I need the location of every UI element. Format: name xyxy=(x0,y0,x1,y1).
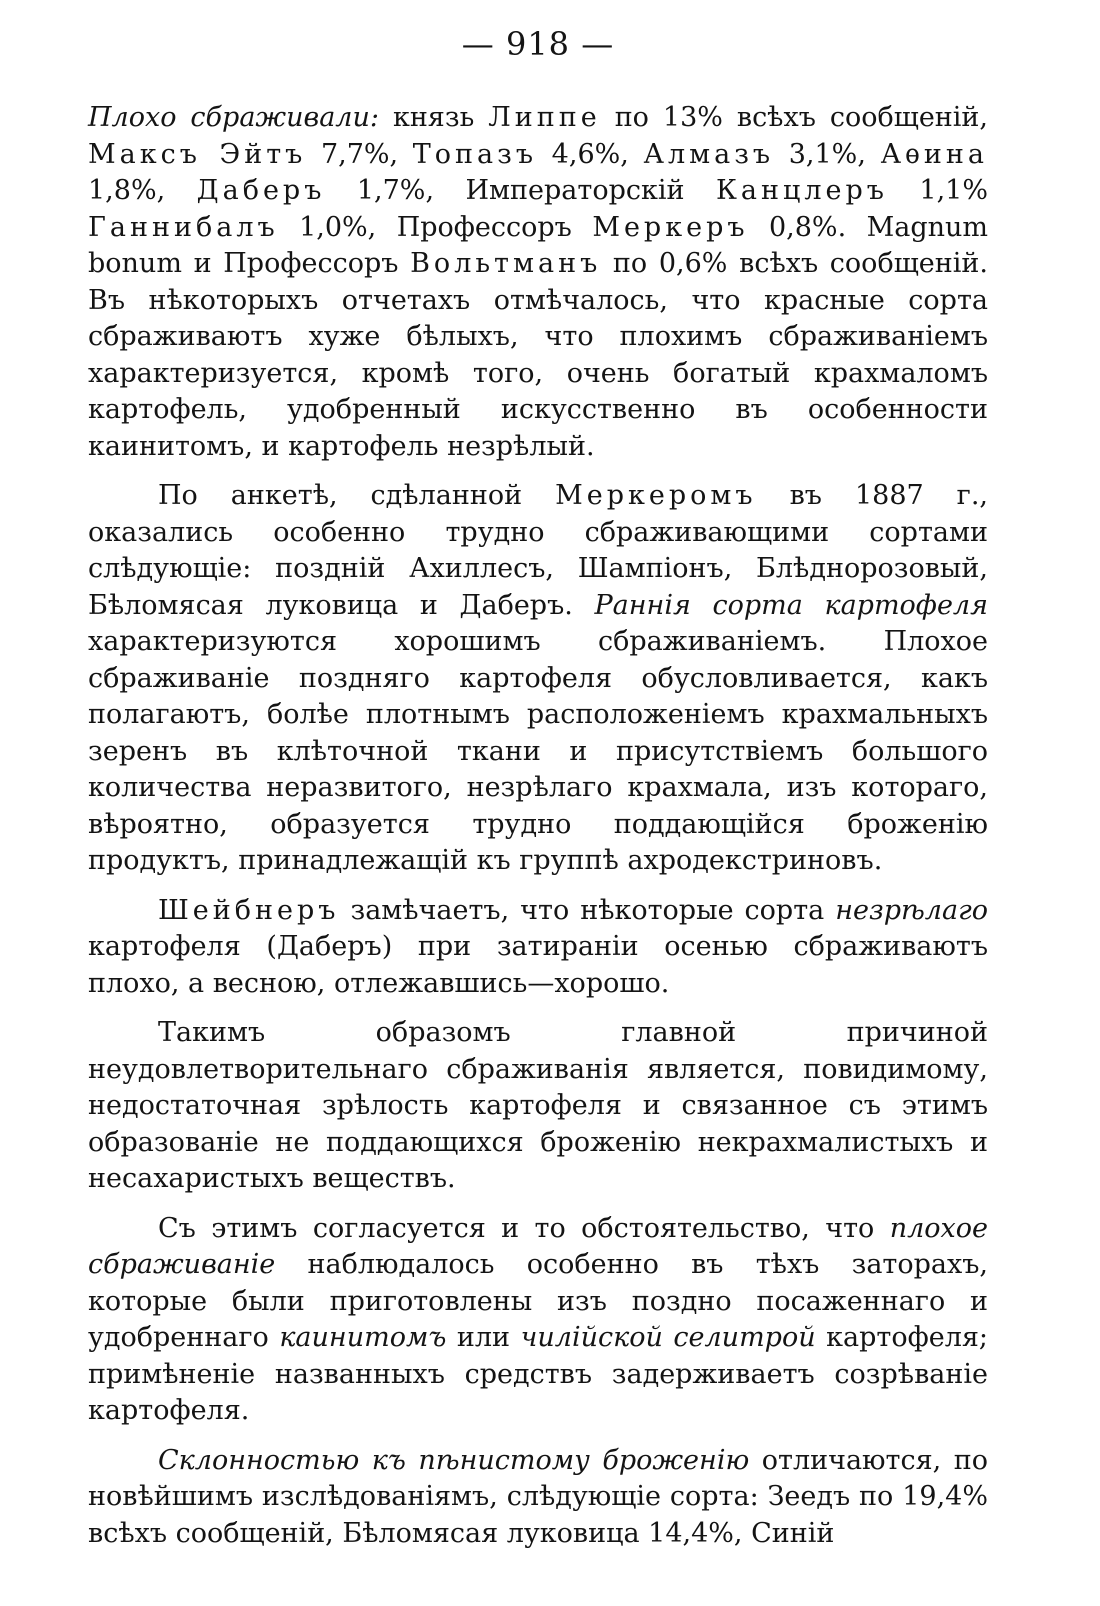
text-run: 1,7%, Императорскій xyxy=(325,175,716,206)
text-run: Такимъ образомъ главной причиной неудовлетворительнаго сбраживанія является, повидимому, недостаточная зрѣлость картофеля и связанное съ этимъ образованіе не поддающихся броженію некрахмалистыхъ и несахаристыхъ веществъ. xyxy=(88,1017,988,1194)
spaced-name: Ганнибалъ xyxy=(88,211,279,243)
italic-text: чилійской селитрой xyxy=(520,1322,816,1353)
page-number: — 918 — xyxy=(461,25,615,63)
text-run: замѣчаетъ, что нѣкоторые сорта xyxy=(339,894,836,926)
text-run: картофеля (Даберъ) при затираніи осенью сбраживаютъ плохо, а весною, отлежавшись—хорошо. xyxy=(88,931,988,999)
italic-text: плохое сбраживаніе xyxy=(88,1212,988,1280)
spaced-name: Алмазъ xyxy=(643,138,775,170)
body-text xyxy=(88,100,988,1552)
paragraph xyxy=(88,893,988,1003)
text-run: или xyxy=(446,1322,521,1353)
spaced-name: Топазъ xyxy=(412,138,538,170)
spaced-name: Меркеръ xyxy=(592,211,749,243)
spaced-name: Канцлеръ xyxy=(715,175,888,206)
italic-text: Склонностью къ пѣнистому броженію xyxy=(158,1444,750,1476)
italic-text: Раннія сорта картофеля xyxy=(594,589,988,621)
text-run: отличаются, по новѣйшимъ изслѣдованіямъ, слѣдующіе сорта: Зеедъ по 19,4% всѣхъ сообщеній, Бѣломясая луковица 14,4%, Синій xyxy=(88,1444,988,1549)
paragraph xyxy=(88,478,988,880)
text-run: 3,1%, xyxy=(774,138,881,170)
text-run: по 13% всѣхъ сообщеній, xyxy=(600,102,989,133)
text-run: 1,1% xyxy=(887,175,988,206)
text-run: 1,0%, Профессоръ xyxy=(278,211,593,243)
text-run: 4,6%, xyxy=(537,138,644,170)
spaced-name: Максъ Эйтъ xyxy=(88,138,307,170)
paragraph xyxy=(88,1443,988,1553)
text-run: наблюдалось особенно въ тѣхъ заторахъ, которые были приготовлены изъ поздно посаженнаго и удобреннаго xyxy=(88,1249,988,1353)
text-run: картофеля; примѣненіе названныхъ средствъ задерживаетъ созрѣваніе картофеля. xyxy=(88,1322,988,1426)
spaced-name: Вольтманъ xyxy=(410,248,602,279)
text-run: 1,8%, xyxy=(88,175,197,206)
paragraph xyxy=(88,100,988,465)
paragraph xyxy=(88,1211,988,1430)
text-run: 0,8%. Magnum bonum и Профессоръ xyxy=(88,211,989,279)
spaced-name: Меркеромъ xyxy=(555,480,757,511)
text-run: по 0,6% всѣхъ сообщеній. Въ нѣкоторыхъ отчетахъ отмѣчалось, что красные сорта сбраживаютъ хуже бѣлыхъ, что плохимъ сбраживаніемъ характеризуется, кромѣ того, очень богатый крахмаломъ картофель, удобренный искусственно въ особенности каинитомъ, и картофель незрѣлый. xyxy=(88,248,988,462)
text-run: въ 1887 г., оказались особенно трудно сбраживающими сортами слѣдующіе: поздній Ахиллесъ, Шампіонъ, Блѣднорозовый, Бѣломясая луковица и Даберъ. xyxy=(88,480,988,621)
spaced-name: Даберъ xyxy=(196,175,326,206)
italic-text: каинитомъ xyxy=(279,1322,447,1353)
text-run: характеризуются хорошимъ сбраживаніемъ. Плохое сбраживаніе поздняго картофеля обусловливается, какъ полагаютъ, болѣе плотнымъ расположеніемъ крахмальныхъ зеренъ въ клѣточной ткани и присутствіемъ большого количества неразвитого, незрѣлаго крахмала, изъ котораго, вѣроятно, образуется трудно поддающійся броженію продуктъ, принадлежащій къ группѣ ахродекстриновъ. xyxy=(88,626,988,876)
spaced-name: Аѳина xyxy=(880,138,989,170)
italic-text: незрѣлаго xyxy=(835,894,988,926)
text-run: По анкетѣ, сдѣланной xyxy=(158,480,556,511)
text-run: Съ этимъ согласуется и то обстоятельство, что xyxy=(158,1212,890,1244)
italic-text: Плохо сбраживали: xyxy=(88,102,379,133)
text-run: князь xyxy=(378,102,489,133)
spaced-name: Липпе xyxy=(488,102,601,133)
text-run: 7,7%, xyxy=(306,138,413,170)
spaced-name: Шейбнеръ xyxy=(158,894,340,926)
paragraph xyxy=(88,1015,988,1198)
